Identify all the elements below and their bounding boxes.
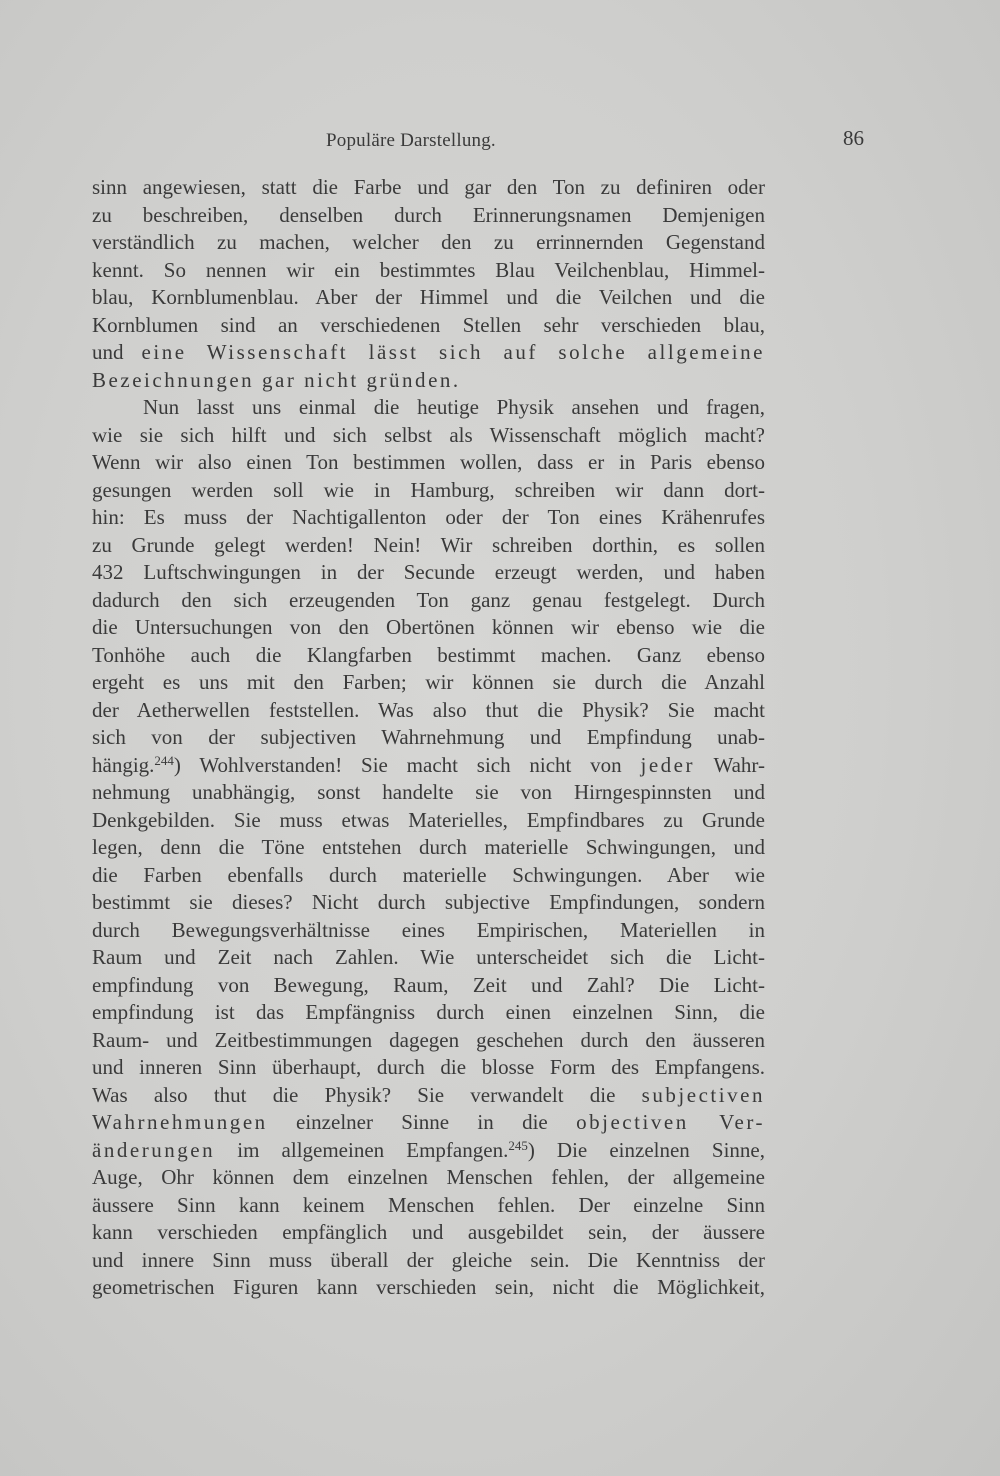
spaced-text-run: subjectiven (641, 1082, 765, 1107)
text-run: wie sie sich hilft und sich selbst als Wissenschaft möglich macht? (92, 422, 765, 447)
text-run: Wahr- (695, 752, 765, 777)
spaced-text-run: Wahrnehmungen (92, 1110, 268, 1134)
text-line (92, 944, 765, 972)
text-line (92, 504, 765, 532)
text-line (92, 834, 765, 862)
text-line (92, 614, 765, 642)
text-run: Was also thut die Physik? Sie verwandelt die (92, 1082, 642, 1107)
text-line (92, 889, 765, 917)
text-line (92, 642, 765, 670)
text-line (92, 202, 765, 230)
spaced-text-run: Bezeichnungen gar nicht gründen. (92, 367, 461, 392)
text-run: dadurch den sich erzeugenden Ton ganz genau festgelegt. Durch (92, 587, 765, 612)
text-run: blau, Kornblumenblau. Aber der Himmel und die Veilchen und die (92, 285, 765, 309)
spaced-text-run: jeder (640, 752, 696, 777)
text-run: zu beschreiben, denselben durch Erinnerungsnamen Demjenigen (92, 202, 765, 227)
text-line (92, 669, 765, 697)
text-run: im allgemeinen Empfangen. (215, 1137, 509, 1162)
text-run: und inneren Sinn überhaupt, durch die blosse Form des Empfangens. (92, 1055, 765, 1079)
running-header-title: Populäre Darstellung. (326, 130, 496, 151)
text-run: Kornblumen sind an verschiedenen Stellen sehr verschieden blau, (92, 312, 765, 337)
text-run: Wenn wir also einen Ton bestimmen wollen, dass er in Paris ebenso (92, 450, 765, 474)
text-run: hin: Es muss der Nachtigallenton oder der Ton eines Krähenrufes (92, 505, 765, 529)
spaced-text-run: objectiven Ver- (576, 1110, 765, 1134)
text-run: und (92, 340, 142, 364)
text-run: ) Die einzelnen Sinne, (527, 1137, 765, 1162)
text-line (92, 229, 765, 257)
text-run: die Untersuchungen von den Obertönen können wir ebenso wie die (92, 615, 765, 639)
text-line (92, 1137, 765, 1165)
text-line (92, 1027, 765, 1055)
text-line (92, 559, 765, 587)
text-run: bestimmt sie dieses? Nicht durch subjective Empfindungen, sondern (92, 890, 765, 914)
text-line (92, 752, 765, 780)
text-run: einzelner Sinne in die (267, 1110, 577, 1134)
text-line (92, 422, 765, 450)
text-line (92, 587, 765, 615)
text-line (92, 1054, 765, 1082)
text-line (92, 807, 765, 835)
text-run: hängig. (92, 752, 155, 777)
text-line (92, 284, 765, 312)
text-line (92, 1192, 765, 1220)
text-line (92, 1247, 765, 1275)
text-line (92, 312, 765, 340)
text-line (92, 999, 765, 1027)
text-run: äussere Sinn kann keinem Menschen fehlen. Der einzelne Sinn (92, 1192, 765, 1217)
text-line (92, 477, 765, 505)
text-line (92, 972, 765, 1000)
body-text (92, 174, 765, 1302)
text-line (92, 697, 765, 725)
text-run: Auge, Ohr können dem einzelnen Menschen fehlen, der allgemeine (92, 1165, 765, 1189)
text-line (92, 1219, 765, 1247)
footnote-ref: 245 (508, 1137, 528, 1153)
text-run: verständlich zu machen, welcher den zu errinnernden Gegenstand (92, 230, 765, 254)
text-run: Denkgebilden. Sie muss etwas Materielles, Empfindbares zu Grunde (92, 807, 765, 832)
text-line (92, 339, 765, 367)
text-run: die Farben ebenfalls durch materielle Schwingungen. Aber wie (92, 862, 765, 887)
text-run: empfindung ist das Empfängniss durch einen einzelnen Sinn, die (92, 1000, 765, 1024)
spaced-text-run: änderungen (92, 1137, 216, 1162)
text-run: Raum- und Zeitbestimmungen dagegen geschehen durch den äusseren (92, 1027, 765, 1052)
footnote-ref: 244 (154, 752, 174, 768)
text-run: empfindung von Bewegung, Raum, Zeit und Zahl? Die Licht- (92, 972, 765, 997)
text-run: geometrischen Figuren kann verschieden sein, nicht die Möglichkeit, (92, 1275, 765, 1299)
text-line (92, 917, 765, 945)
text-run: Tonhöhe auch die Klangfarben bestimmt machen. Ganz ebenso (92, 642, 765, 667)
text-run: durch Bewegungsverhältnisse eines Empirischen, Materiellen in (92, 917, 765, 942)
text-line (92, 779, 765, 807)
text-run: nehmung unabhängig, sonst handelte sie von Hirngespinnsten und (92, 780, 765, 804)
text-line (92, 1274, 765, 1302)
text-line (92, 724, 765, 752)
text-run: und innere Sinn muss überall der gleiche sein. Die Kenntniss der (92, 1247, 765, 1272)
text-line (92, 174, 765, 202)
page-number: 86 (843, 126, 864, 150)
text-line (92, 1082, 765, 1110)
text-run: gesungen werden soll wie in Hamburg, schreiben wir dann dort- (92, 477, 765, 502)
text-run: sinn angewiesen, statt die Farbe und gar den Ton zu definiren oder (92, 175, 765, 199)
text-run: legen, denn die Töne entstehen durch materielle Schwingungen, und (92, 835, 765, 859)
text-line (92, 394, 765, 422)
text-line (92, 862, 765, 890)
text-run: kennt. So nennen wir ein bestimmtes Blau Veilchenblau, Himmel- (92, 257, 765, 282)
text-line (92, 257, 765, 285)
text-line (92, 1164, 765, 1192)
text-run: sich von der subjectiven Wahrnehmung und Empfindung unab- (92, 725, 765, 749)
text-line (92, 532, 765, 560)
spaced-text-run: eine Wissenschaft lässt sich auf solche allgemeine (141, 340, 765, 364)
text-run: zu Grunde gelegt werden! Nein! Wir schreiben dorthin, es sollen (92, 532, 765, 557)
text-line (92, 1109, 765, 1137)
text-run: der Aetherwellen feststellen. Was also thut die Physik? Sie macht (92, 697, 765, 722)
text-line (92, 367, 765, 395)
text-run: ) Wohlverstanden! Sie macht sich nicht von (173, 752, 641, 777)
text-line (92, 449, 765, 477)
text-run: kann verschieden empfänglich und ausgebildet sein, der äussere (92, 1220, 765, 1244)
text-run: Raum und Zeit nach Zahlen. Wie unterscheidet sich die Licht- (92, 945, 765, 969)
text-run: Nun lasst uns einmal die heutige Physik ansehen und fragen, (143, 395, 765, 419)
text-run: 432 Luftschwingungen in der Secunde erzeugt werden, und haben (92, 560, 765, 584)
text-run: ergeht es uns mit den Farben; wir können sie durch die Anzahl (92, 670, 765, 694)
